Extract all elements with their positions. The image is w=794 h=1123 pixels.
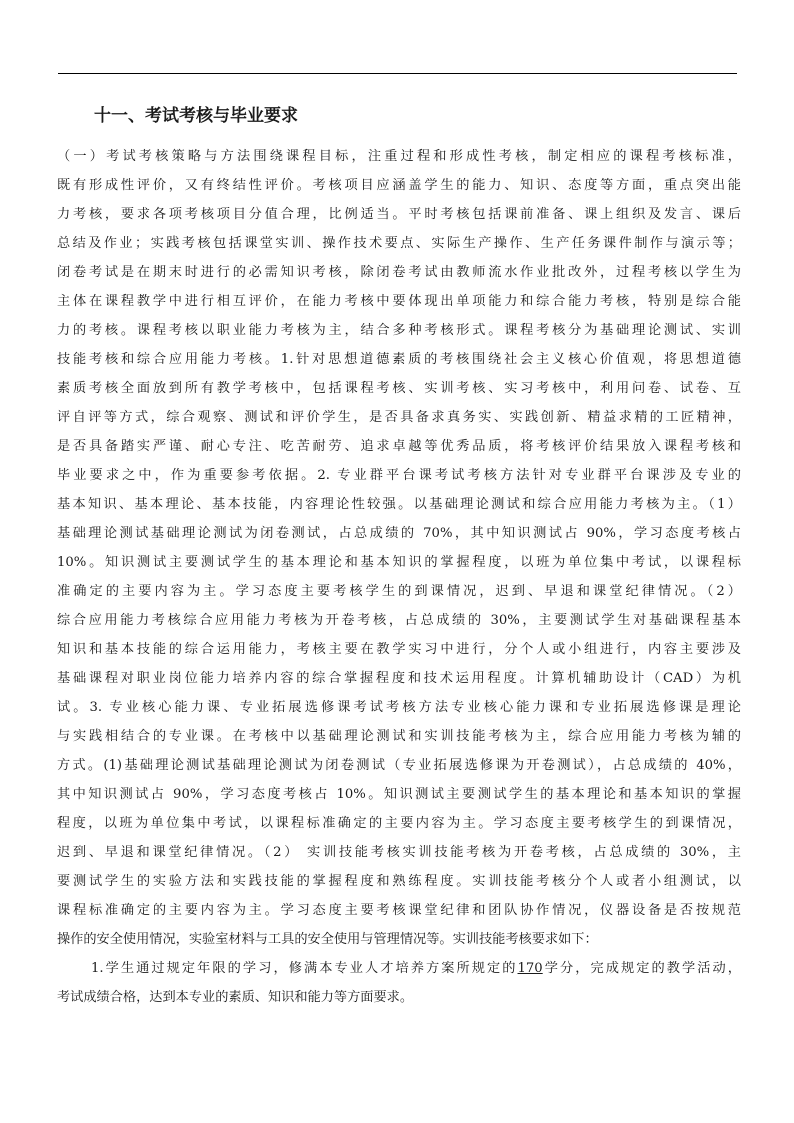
text-line: 总结及作业；实践考核包括课堂实训、操作技术要点、实际生产操作、生产任务课件制作与演示等； <box>57 236 741 251</box>
text-line: 毕业要求之中，作为重要参考依据。2. 专业群平台课考试考核方法针对专业群平台课涉及专业的 <box>57 468 741 483</box>
text-line: 试。3. 专业核心能力课、专业拓展选修课考试考核方法专业核心能力课和专业拓展选修课是理论 <box>57 700 741 715</box>
text-line: 基础理论测试基础理论测试为闭卷测试，占总成绩的 70%，其中知识测试占 90%，学习态度考核占 <box>57 526 741 541</box>
text-line: 技能考核和综合应用能力考核。1.针对思想道德素质的考核围绕社会主义核心价值观，将思想道德 <box>57 352 741 367</box>
text-line: 课程标准确定的主要内容为主。学习态度主要考核课堂纪律和团队协作情况，仪器设备是否按规范 <box>57 903 741 918</box>
header-rule <box>58 73 737 74</box>
text-line: 10%。知识测试主要测试学生的基本理论和基本知识的掌握程度，以班为单位集中考试，以课程标 <box>57 555 741 570</box>
requirement-prefix: 1.学生通过规定年限的学习，修满本专业人才培养方案所规定的 <box>91 961 518 976</box>
text-line: 操作的安全使用情况，实验室材料与工具的安全使用与管理情况等。实训技能考核要求如下： <box>57 932 598 947</box>
text-line: 其中知识测试占 90%，学习态度考核占 10%。知识测试主要测试学生的基本理论和基本知识的掌握 <box>57 787 741 802</box>
text-line: 知识和基本技能的综合运用能力，考核主要在教学实习中进行，分个人或小组进行，内容主要涉及 <box>57 642 741 657</box>
text-line: 基本知识、基本理论、基本技能，内容理论性较强。以基础理论测试和综合应用能力考核为主。（1） <box>57 497 741 512</box>
paragraph-graduation-requirement <box>57 954 741 1012</box>
paragraph-exam-assessment <box>57 142 741 954</box>
section-heading: 十一、考试考核与毕业要求 <box>94 106 298 126</box>
text-line: 考试成绩合格，达到本专业的素质、知识和能力等方面要求。 <box>57 990 414 1005</box>
text-line: 迟到、早退和课堂纪律情况。（2） 实训技能考核实训技能考核为开卷考核，占总成绩的 30%，主 <box>57 845 741 860</box>
text-line: 是否具备踏实严谨、耐心专注、吃苦耐劳、追求卓越等优秀品质，将考核评价结果放入课程考核和 <box>57 439 741 454</box>
text-line: 主体在课程教学中进行相互评价，在能力考核中要体现出单项能力和综合能力考核，特别是综合能 <box>57 294 741 309</box>
text-line: 与实践相结合的专业课。在考核中以基础理论测试和实训技能考核为主，综合应用能力考核为辅的 <box>57 729 741 744</box>
text-line: 力的考核。课程考核以职业能力考核为主，结合多种考核形式。课程考核分为基础理论测试、实训 <box>57 323 741 338</box>
text-line: 既有形成性评价，又有终结性评价。考核项目应涵盖学生的能力、知识、态度等方面，重点突出能 <box>57 178 741 193</box>
credits-value: 170 <box>517 961 543 976</box>
text-line: （一）考试考核策略与方法围绕课程目标，注重过程和形成性考核，制定相应的课程考核标准， <box>57 149 741 164</box>
text-line: 程度，以班为单位集中考试，以课程标准确定的主要内容为主。学习态度主要考核学生的到课情况， <box>57 816 741 831</box>
text-line: 准确定的主要内容为主。学习态度主要考核学生的到课情况，迟到、早退和课堂纪律情况。（2） <box>57 584 741 599</box>
text-line: 评自评等方式，综合观察、测试和评价学生，是否具备求真务实、实践创新、精益求精的工匠精神， <box>57 410 741 425</box>
text-line: 综合应用能力考核综合应用能力考核为开卷考核，占总成绩的 30%，主要测试学生对基础课程基本 <box>57 613 741 628</box>
text-line: 基础课程对职业岗位能力培养内容的综合掌握程度和技术运用程度。计算机辅助设计（CAD）为机 <box>57 671 741 686</box>
document-body <box>57 142 741 1012</box>
text-line: 方式。(1)基础理论测试基础理论测试为闭卷测试（专业拓展选修课为开卷测试），占总成绩的 40%， <box>57 758 741 773</box>
requirement-suffix: 学分，完成规定的教学活动， <box>542 961 741 976</box>
text-line: 力考核，要求各项考核项目分值合理，比例适当。平时考核包括课前准备、课上组织及发言、课后 <box>57 207 741 222</box>
text-line <box>57 954 741 983</box>
text-line: 要测试学生的实验方法和实践技能的掌握程度和熟练程度。实训技能考核分个人或者小组测试，以 <box>57 874 741 889</box>
text-line: 闭卷考试是在期末时进行的必需知识考核，除闭卷考试由教师流水作业批改外，过程考核以学生为 <box>57 265 741 280</box>
text-line: 素质考核全面放到所有教学考核中，包括课程考核、实训考核、实习考核中，利用问卷、试卷、互 <box>57 381 741 396</box>
